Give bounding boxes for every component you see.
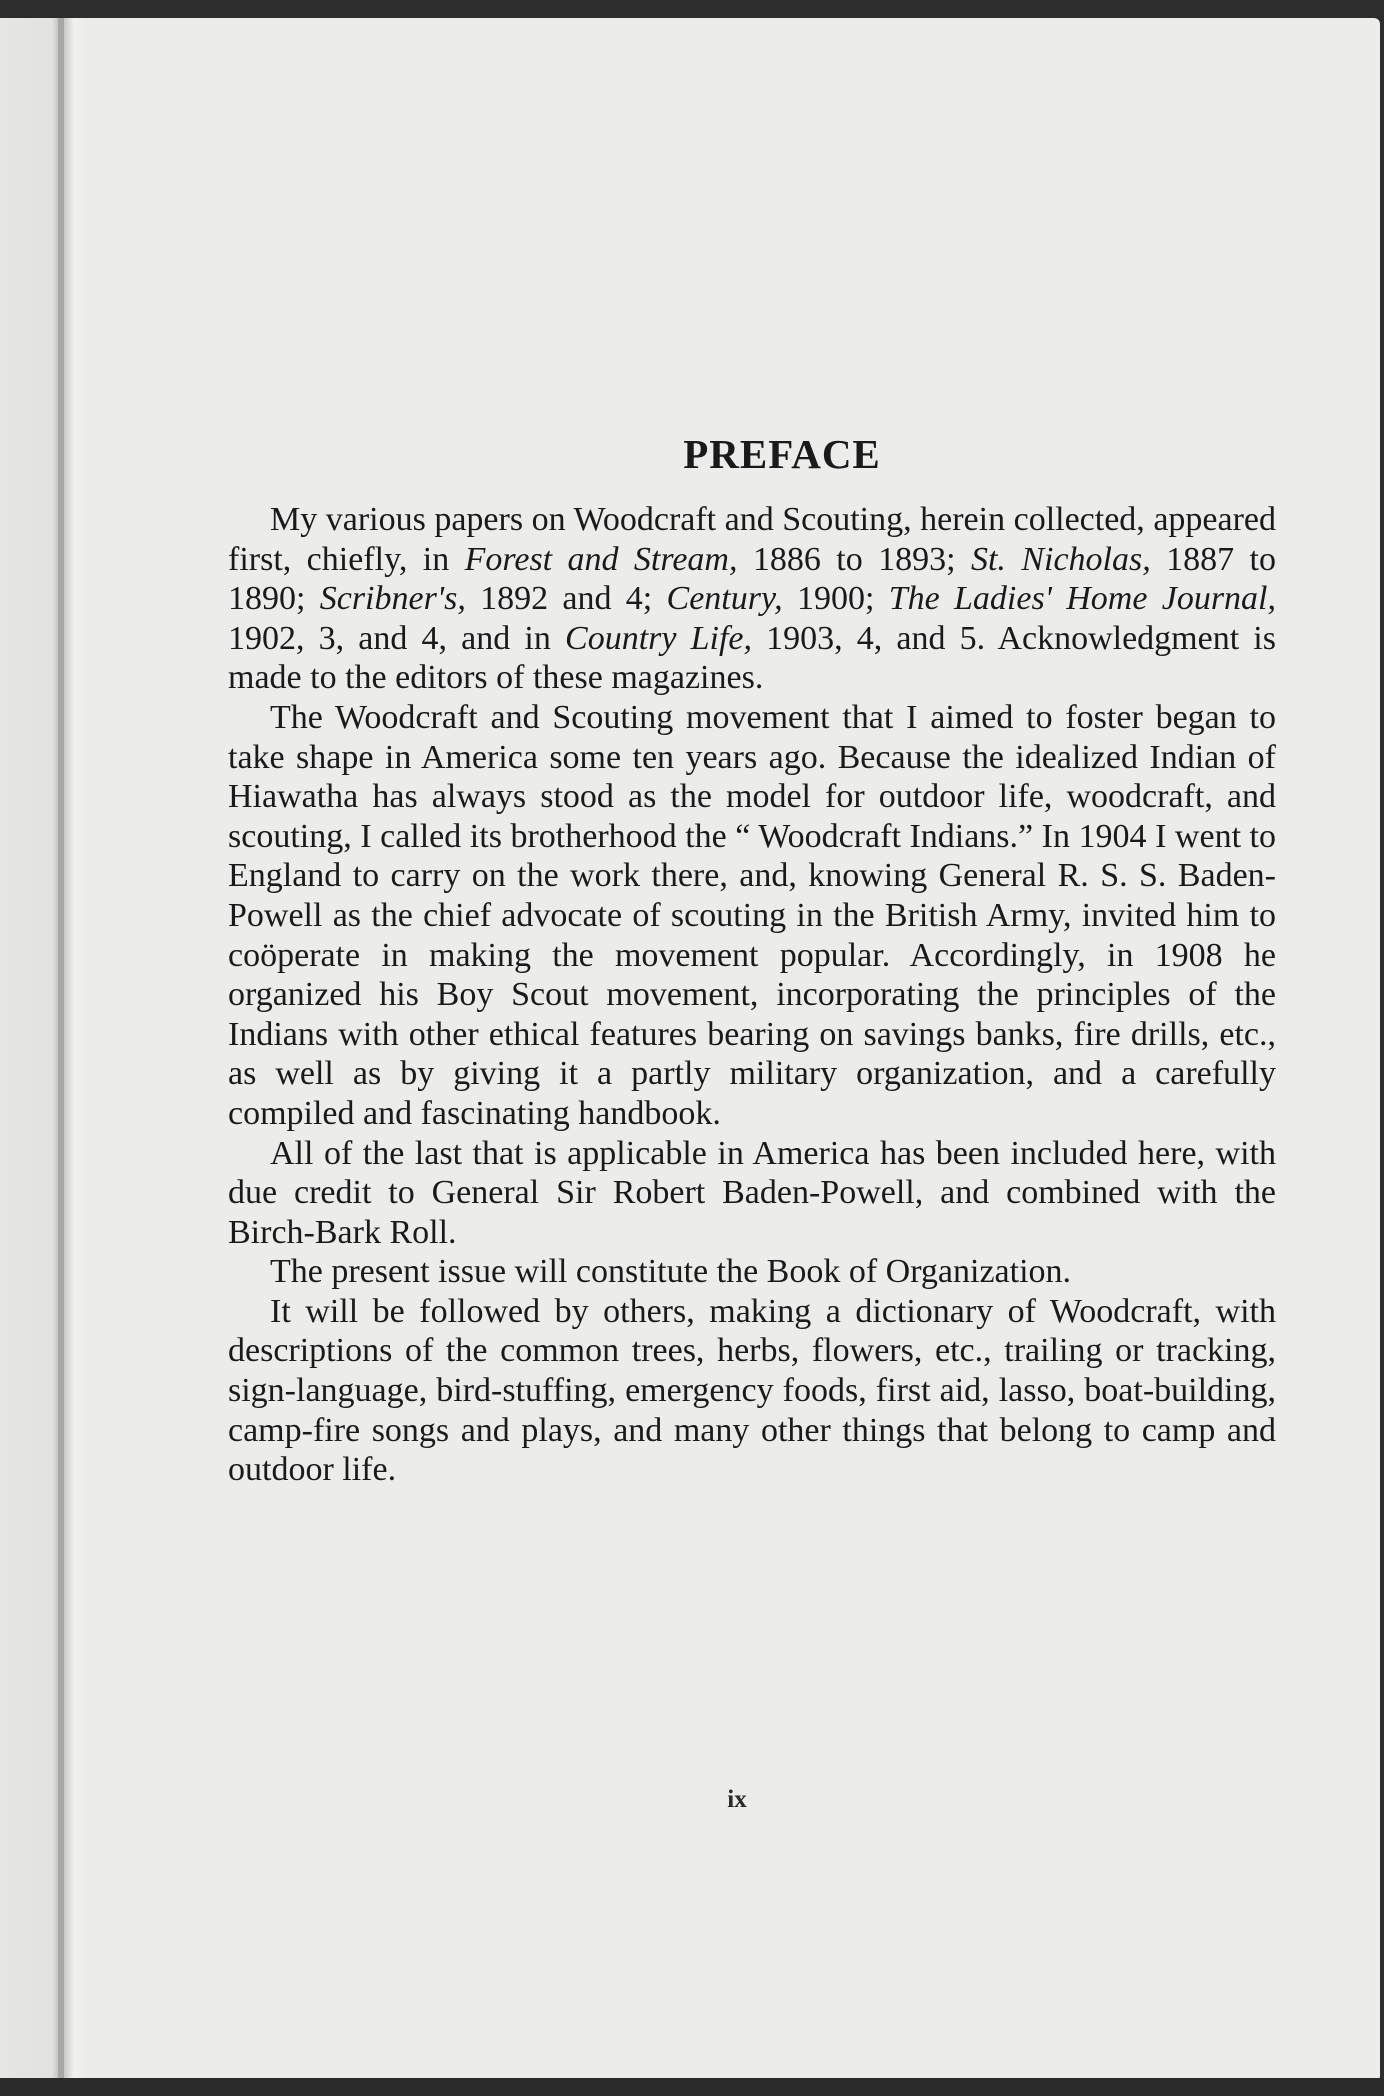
preface-paragraph bbox=[228, 500, 1276, 698]
text-run: 1900; bbox=[782, 580, 889, 618]
italic-title-run: Country Life, bbox=[565, 619, 752, 657]
preface-paragraph bbox=[228, 698, 1276, 1134]
italic-title-run: Century, bbox=[666, 580, 783, 618]
italic-title-run: The Ladies' Home Journal, bbox=[888, 580, 1276, 618]
text-run: The Woodcraft and Scouting movement that I aimed to foster began to take shape in America some ten years ago. Because the idealized Indian of Hiawatha has always stood as the model for outdoor life, woodcraft, and scouting, I called its brotherhood the “ Woodcraft Indians.” In 1904 I went to England to carry on the work there, and, knowing General R. S. S. Baden-Powell as the chief advocate of scouting in the British Army, invited him to coöperate in making the movement popular. Accordingly, in 1908 he organized his Boy Scout movement, incorporating the principles of the Indians with other ethical features bearing on savings banks, fire drills, etc., as well as by giving it a partly military organization, and a carefully compiled and fascinating handbook. bbox=[228, 698, 1276, 1132]
italic-title-run: St. Nicholas, bbox=[970, 540, 1151, 578]
text-run: 1902, 3, and 4, and in bbox=[228, 619, 566, 657]
text-run: The present issue will constitute the Book of Organization. bbox=[270, 1253, 1072, 1291]
text-run: All of the last that is applicable in America has been included here, with due credit to General Sir Robert Baden-Powell, and combined with the Birch-Bark Roll. bbox=[228, 1134, 1276, 1251]
preface-paragraph bbox=[228, 1134, 1276, 1253]
italic-title-run: Forest and Stream, bbox=[464, 540, 738, 578]
text-run: 1886 to 1893; bbox=[737, 540, 971, 578]
text-run: 1892 and 4; bbox=[465, 580, 667, 618]
preface-text-block bbox=[228, 430, 1276, 1490]
page-number: ix bbox=[727, 1786, 747, 1813]
text-run: It will be followed by others, making a dictionary of Woodcraft, with descriptions of the common trees, herbs, flowers, etc., trailing or tracking, sign-language, bird-stuffing, emergency foods, first aid, lasso, boat-building, camp-fire songs and plays, and many other things that belong to camp and outdoor life. bbox=[228, 1292, 1276, 1489]
text-run: 1887 to 1890; bbox=[228, 540, 1276, 618]
page-title: PREFACE bbox=[683, 431, 881, 477]
text-run: 1903, 4, and 5. Acknowledgment is made to the editors of these magazines. bbox=[228, 619, 1276, 697]
binding-shadow bbox=[58, 18, 64, 2082]
preface-body bbox=[228, 500, 1276, 1490]
italic-title-run: Scribner's, bbox=[319, 580, 466, 618]
preface-paragraph bbox=[228, 1252, 1276, 1292]
text-run: My various papers on Woodcraft and Scouting, herein collected, appeared first, chiefly, in bbox=[228, 501, 1276, 578]
scan-bottom-edge bbox=[0, 2078, 1384, 2096]
preface-paragraph bbox=[228, 1292, 1276, 1490]
page-gutter bbox=[0, 18, 86, 2082]
